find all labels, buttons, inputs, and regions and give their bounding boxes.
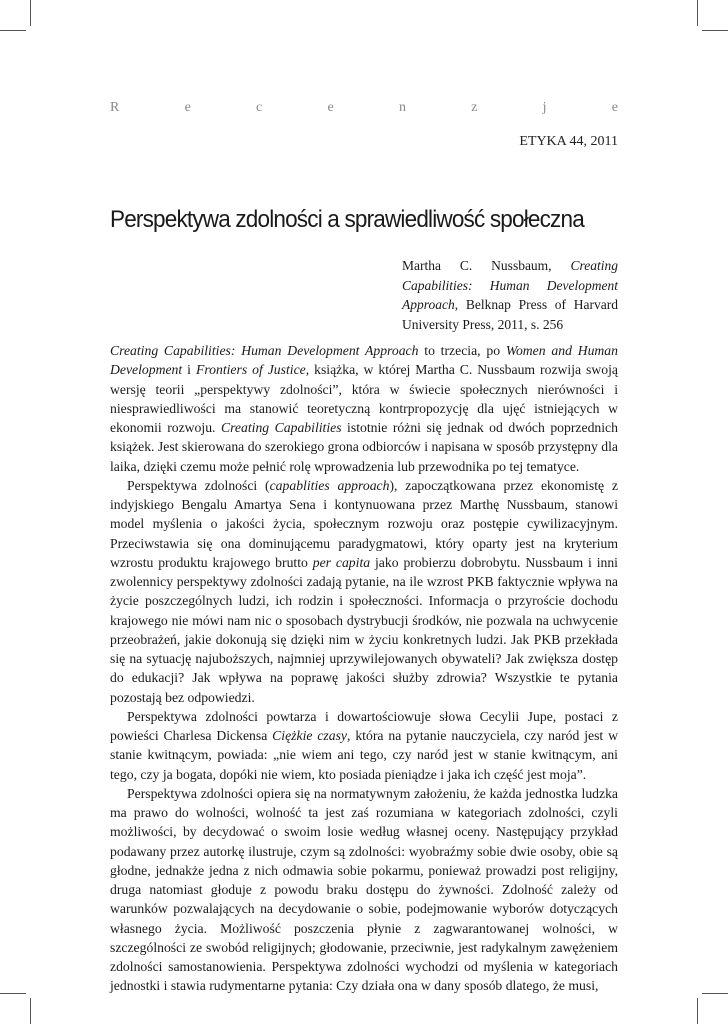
citation-publisher: , Belknap Press of Harvard University Press, 2011, s. 256 [402,297,618,332]
crop-mark-bottom-left [30,998,31,1024]
text-run: ), zapoczątkowana przez ekonomistę z indyjskiego Bengalu Amartya Sena i kontynuowana przez Marthę Nussbaum, stanowi model myślenia o jakości życia, społecznym rozwoju oraz postępie cywilizacyjnym. Przeciwstawia się ona dominującemu paradygmatowi, który oparty jest na kryterium wzrostu produktu krajowego brutto [110,477,618,570]
section-label [110,100,618,116]
section-letter: n [398,100,406,115]
body-paragraph [110,707,618,784]
section-letter: R [110,100,120,115]
text-run: jako probierzu dobrobytu. Nussbaum i inni zwolennicy perspektywy zdolności zadają pytanie, na ile wzrost PKB faktycznie wpływa na życie poszczególnych ludzi, ich rodzin i społeczności. Informacja o przyroście dochodu krajowego nie mówi nam nic o sposobach dystrybucji środków, nie pozwala na uchwycenie przeobrażeń, jakie dokonują się dzięki nim w życiu konkretnych ludzi. Jak PKB przekłada się na sytuację najuboższych, najmniej uprzywilejowanych obywateli? Jak zwiększa dostęp do edukacji? Jak wpływa na poprawę jakości służby zdrowia? Wszystkie te pytania pozostają bez odpowiedzi. [110,554,618,705]
italic-text: Creating Capabilities [220,420,342,435]
text-run: , książka, w której Martha C. Nussbaum rozwija swoją wersję teorii „perspektywy zdolności”, która w świecie społecznych nierówności i niesprawiedliwości ma stanowić teoretyczną kontrpropozycję dla ujęć istniejących w ekonomii rozwoju. [110,362,618,435]
crop-mark-top-right-h [702,30,728,31]
text-run: i [182,362,196,378]
italic-text: per capita [312,554,371,570]
crop-mark-bottom-right [697,998,698,1024]
body-paragraph [110,341,618,476]
section-letter: e [611,100,618,115]
text-run: Perspektywa zdolności powtarza i dowartościowuje słowa Cecylii Jupe, postaci z powieści Charlesa Dickensa [110,708,618,743]
body-paragraph [110,784,618,996]
article-body [110,341,618,996]
crop-mark-top-left-h [0,30,26,31]
italic-text: Women and Human Development [110,343,618,378]
crop-mark-top-right [697,0,698,26]
text-run: istotnie różni się jednak od dwóch poprzednich książek. Jest skierowana do szerokiego grona odbiorców i napisana w sposób przystępny dla laika, dzięki czemu może pełnić rolę wprowadzenia lub przewodnika po tej tematyce. [110,420,618,474]
text-run: to trzecia, po [418,343,506,358]
section-letter: z [471,100,478,115]
italic-text: Ciężkie czasy [272,728,348,743]
italic-text: Frontiers of Justice [195,362,306,378]
article-title: Perspektywa zdolności a sprawiedliwość społeczna [110,206,584,233]
citation-author: Martha C. Nussbaum, [402,258,571,273]
crop-mark-bottom-right-h [702,993,728,994]
italic-text: capablities approach [269,477,390,493]
book-citation [402,256,618,334]
citation-book-title: Creating Capabilities: Human Development Approach [402,258,618,312]
section-letter: e [184,100,191,115]
section-letter: c [256,100,263,115]
text-run: Perspektywa zdolności opiera się na normatywnym założeniu, że każda jednostka ludzka ma prawo do wolności, wolność ta jest zaś rozumiana w kategoriach zdolności, czyli możliwości, by decydować o swoim losie według własnej oceny. Następujący przykład podawany przez autorkę ilustruje, czym są zdolności: wyobraźmy sobie dwie osoby, obie są głodne, jednakże jedna z nich odmawia sobie pokarmu, ponieważ prowadzi post religijny, druga natomiast głoduje z powodu braku dostępu do żywności. Zdolność zależy od warunków pozwalających na decydowanie o sobie, podejmowanie wyborów dotyczących własnego życia. Możliwość poszczenia płynie z zagwarantowanej wolności, w szczególności ze swobód religijnych; głodowanie, przeciwnie, jest radykalnym zawężeniem zdolności samostanowienia. Perspektywa zdolności wychodzi od myślenia w kategoriach jednostki i stawia rudymentarne pytania: Czy działa ona w dany sposób dlatego, że musi, [110,785,618,994]
section-letter: j [542,100,547,115]
italic-text: Creating Capabilities: Human Development Approach [110,343,419,358]
text-run: , która na pytanie nauczyciela, czy naród jest w stanie kwitnącym, powiada: „nie wiem ani tego, czy naród jest w stanie kwitnącym, ani tego, czy ja bogata, dopóki nie wiem, kto posiada pieniądze i jaka ich część jest moja”. [110,728,619,782]
journal-reference: ETYKA 44, 2011 [519,134,618,149]
section-letter: e [327,100,334,115]
crop-mark-bottom-left-h [0,993,26,994]
text-run: Perspektywa zdolności ( [127,477,270,493]
crop-mark-top-left [30,0,31,26]
body-paragraph [110,476,618,707]
